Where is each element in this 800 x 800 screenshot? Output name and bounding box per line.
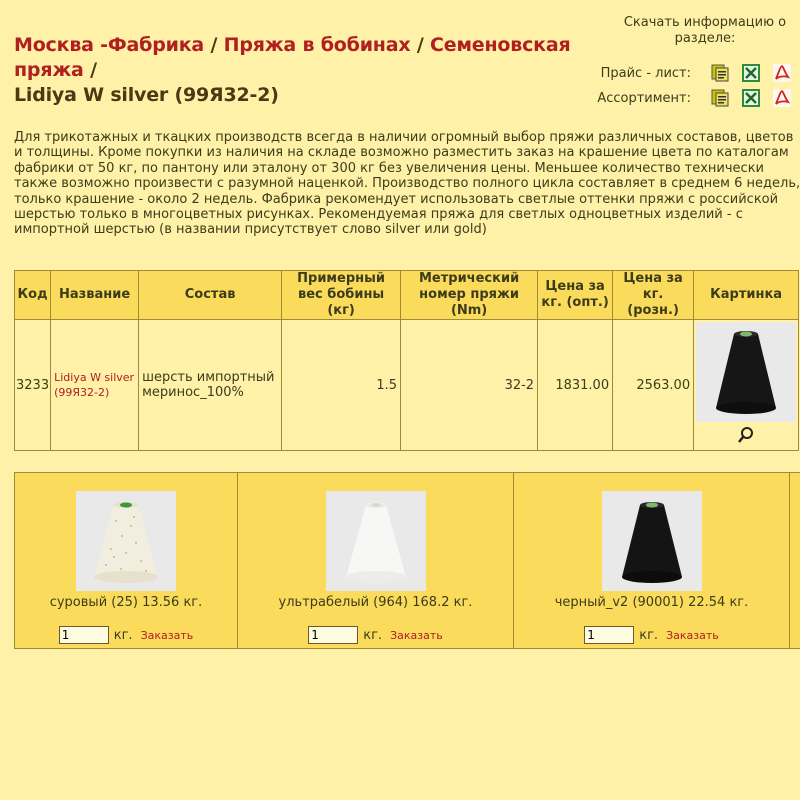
- cell-name: [51, 320, 139, 451]
- variant-card: [514, 473, 790, 648]
- download-title: Скачать информацию о разделе:: [623, 15, 787, 46]
- column-header-picture: Картинка: [694, 271, 799, 320]
- breadcrumb-separator: /: [90, 59, 97, 81]
- column-header-weight: Примерный вес бобины (кг): [282, 271, 401, 320]
- column-header-code: Код: [15, 271, 51, 320]
- variant-caption: ультрабелый (964) 168.2 кг.: [278, 595, 473, 610]
- cell-code: 3233: [15, 320, 51, 451]
- unit-label: кг.: [113, 627, 133, 643]
- variant-caption: черный_v2 (90001) 22.54 кг.: [554, 595, 749, 610]
- cell-price-wholesale: 1831.00: [538, 320, 613, 451]
- breadcrumb-separator: /: [210, 34, 218, 56]
- variant-card: [15, 473, 238, 648]
- breadcrumb: [14, 33, 614, 108]
- order-link[interactable]: Заказать: [140, 628, 194, 642]
- quantity-input[interactable]: [584, 626, 634, 644]
- breadcrumb-link-yarn-bobbins[interactable]: Пряжа в бобинах: [223, 34, 411, 56]
- column-header-name: Название: [51, 271, 139, 320]
- variant-card: [238, 473, 514, 648]
- pdf-icon[interactable]: [772, 63, 792, 83]
- order-link[interactable]: Заказать: [666, 628, 719, 642]
- breadcrumb-link-moscow-factory[interactable]: Москва -Фабрика: [14, 34, 205, 56]
- assortment-row: [597, 88, 792, 108]
- document-icon[interactable]: [710, 88, 730, 108]
- cell-composition: шерсть импортный меринос_100%: [139, 320, 282, 451]
- table-row: [15, 320, 799, 451]
- excel-icon[interactable]: [741, 88, 761, 108]
- quantity-input[interactable]: [308, 626, 358, 644]
- variant-image[interactable]: [602, 491, 702, 591]
- page-title: Lidiya W silver (99Я32-2): [14, 84, 279, 106]
- quantity-input[interactable]: [59, 626, 109, 644]
- cell-weight: 1.5: [282, 320, 401, 451]
- column-header-price-retail: Цена за кг. (розн.): [613, 271, 694, 320]
- variant-order-row: [238, 626, 513, 644]
- pdf-icon[interactable]: [772, 88, 792, 108]
- variant-image[interactable]: [326, 491, 426, 591]
- column-header-composition: Состав: [139, 271, 282, 320]
- cell-picture: [694, 320, 799, 451]
- breadcrumb-link-semenovskaya[interactable]: Семеновская пряжа: [14, 34, 571, 81]
- column-header-nm: Метрический номер пряжи (Nm): [401, 271, 538, 320]
- unit-label: кг.: [363, 627, 383, 643]
- variant-order-row: [15, 626, 237, 644]
- variant-caption: суровый (25) 13.56 кг.: [49, 595, 203, 610]
- section-description: Для трикотажных и ткацких производств всегда в наличии огромный выбор пряжи различных составов, цветов и толщины. Кроме покупки из наличия на складе возможно разместить заказ на крашение цвета по каталогам фабрики от 50 кг, по пантону или эталону от 300 кг без увеличения цены. Меньшее количество технически также возможно произвести с разумной наценкой. Производство полного цикла составляет в среднем 6 недель, только крашение - около 2 недель. Фабрика рекомендует использовать светлые оттенки пряжи с российской шерстью только в многоцветных рисунках. Рекомендуемая пряжа для светлых одноцветных изделий - с импортной шерстью (в названии присутствует слово silver или gold): [14, 130, 800, 238]
- unit-label: кг.: [639, 627, 659, 643]
- document-icon[interactable]: [710, 63, 730, 83]
- color-variants-panel: [14, 472, 800, 649]
- excel-icon[interactable]: [741, 63, 761, 83]
- order-link[interactable]: Заказать: [390, 628, 443, 642]
- variant-order-row: [514, 626, 789, 644]
- table-header-row: [15, 271, 799, 320]
- cell-price-retail: 2563.00: [613, 320, 694, 451]
- column-header-price-wholesale: Цена за кг. (опт.): [538, 271, 613, 320]
- price-list-label: Прайс - лист:: [600, 65, 691, 81]
- breadcrumb-separator: /: [416, 34, 424, 56]
- cell-nm: 32-2: [401, 320, 538, 451]
- product-table: [14, 270, 799, 451]
- product-image[interactable]: [696, 322, 796, 422]
- variant-image[interactable]: [76, 491, 176, 591]
- price-list-row: [601, 63, 792, 83]
- product-link[interactable]: Lidiya W silver (99Я32-2): [54, 371, 135, 399]
- magnifier-icon[interactable]: [694, 426, 798, 448]
- assortment-label: Ассортимент:: [597, 90, 691, 106]
